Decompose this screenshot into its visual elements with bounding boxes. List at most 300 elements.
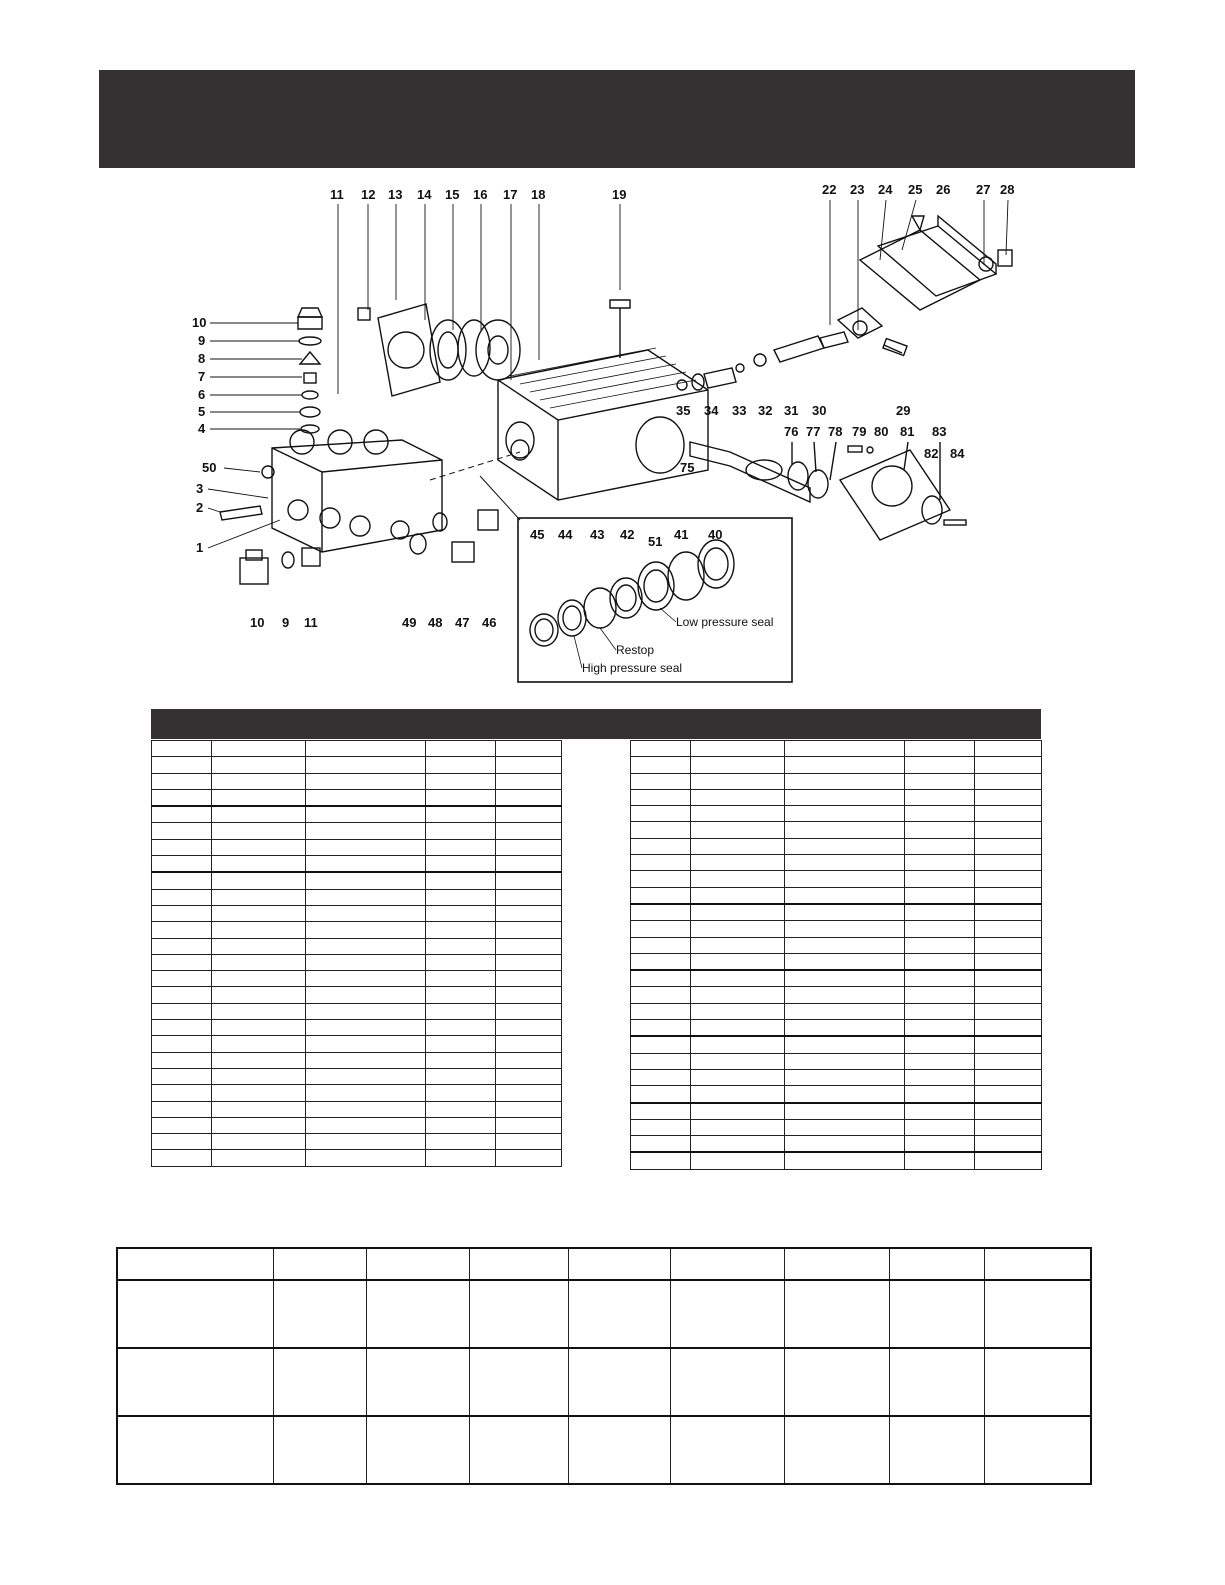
svg-text:25: 25: [908, 182, 923, 197]
parts-cell: [975, 1086, 1042, 1103]
parts-cell: [631, 1136, 691, 1153]
parts-cell: [306, 1020, 426, 1036]
spec-cell: [366, 1280, 469, 1348]
parts-cell: [496, 741, 562, 757]
parts-cell: [212, 1150, 306, 1166]
svg-text:81: 81: [900, 424, 915, 439]
parts-row: [152, 1020, 562, 1036]
parts-cell: [426, 741, 496, 757]
parts-cell: [152, 889, 212, 905]
svg-text:78: 78: [828, 424, 843, 439]
parts-row: [631, 987, 1042, 1003]
parts-cell: [631, 987, 691, 1003]
parts-cell: [975, 904, 1042, 921]
parts-cell: [152, 922, 212, 938]
parts-list-left-table: [151, 740, 562, 1167]
parts-row: [631, 1020, 1042, 1037]
spec-cell: [366, 1248, 469, 1280]
parts-cell: [975, 757, 1042, 773]
parts-cell: [212, 856, 306, 873]
svg-text:31: 31: [784, 403, 799, 418]
svg-text:50: 50: [202, 460, 217, 475]
parts-cell: [905, 970, 975, 987]
spec-cell: [984, 1280, 1091, 1348]
svg-text:13: 13: [388, 187, 403, 202]
parts-cell: [212, 823, 306, 839]
parts-cell: [426, 1068, 496, 1084]
parts-cell: [426, 954, 496, 970]
parts-cell: [152, 1052, 212, 1068]
parts-cell: [691, 1103, 785, 1120]
parts-cell: [975, 838, 1042, 854]
parts-row: [152, 889, 562, 905]
parts-cell: [631, 741, 691, 757]
parts-cell: [691, 1136, 785, 1153]
svg-text:17: 17: [503, 187, 518, 202]
parts-cell: [212, 1117, 306, 1133]
parts-cell: [785, 921, 905, 937]
parts-row: [152, 1150, 562, 1166]
parts-cell: [785, 1069, 905, 1085]
parts-cell: [496, 872, 562, 889]
parts-cell: [905, 855, 975, 871]
parts-cell: [426, 757, 496, 773]
parts-cell: [212, 954, 306, 970]
parts-row: [152, 905, 562, 921]
svg-text:32: 32: [758, 403, 773, 418]
parts-cell: [306, 938, 426, 954]
parts-cell: [152, 905, 212, 921]
parts-cell: [496, 1020, 562, 1036]
parts-row: [631, 789, 1042, 805]
svg-text:14: 14: [417, 187, 432, 202]
spec-cell: [568, 1280, 670, 1348]
parts-cell: [785, 757, 905, 773]
svg-text:Low pressure seal: Low pressure seal: [676, 615, 774, 629]
parts-list-header: [151, 709, 1041, 739]
parts-cell: [152, 872, 212, 889]
parts-cell: [905, 806, 975, 822]
parts-cell: [691, 970, 785, 987]
parts-cell: [691, 1152, 785, 1169]
parts-cell: [691, 838, 785, 854]
parts-row: [152, 1052, 562, 1068]
parts-cell: [426, 1117, 496, 1133]
parts-cell: [785, 953, 905, 970]
parts-cell: [306, 806, 426, 823]
parts-cell: [496, 839, 562, 855]
parts-cell: [152, 1036, 212, 1052]
parts-cell: [691, 1086, 785, 1103]
parts-cell: [212, 1101, 306, 1117]
parts-cell: [212, 987, 306, 1003]
parts-row: [152, 987, 562, 1003]
spec-cell: [670, 1280, 784, 1348]
spec-row: [117, 1348, 1091, 1416]
spec-cell: [273, 1416, 366, 1484]
parts-cell: [905, 773, 975, 789]
parts-cell: [975, 887, 1042, 904]
parts-cell: [691, 987, 785, 1003]
parts-cell: [212, 1003, 306, 1019]
parts-cell: [496, 1085, 562, 1101]
parts-cell: [691, 1119, 785, 1135]
parts-cell: [905, 838, 975, 854]
parts-cell: [212, 889, 306, 905]
parts-cell: [426, 889, 496, 905]
parts-cell: [975, 937, 1042, 953]
parts-cell: [691, 741, 785, 757]
parts-cell: [306, 872, 426, 889]
parts-cell: [496, 1052, 562, 1068]
parts-row: [152, 823, 562, 839]
parts-row: [152, 954, 562, 970]
parts-cell: [631, 1020, 691, 1037]
parts-cell: [785, 1103, 905, 1120]
svg-text:7: 7: [198, 369, 206, 384]
parts-cell: [152, 773, 212, 789]
svg-text:3: 3: [196, 481, 204, 496]
parts-cell: [975, 970, 1042, 987]
parts-cell: [631, 937, 691, 953]
parts-cell: [975, 789, 1042, 805]
svg-text:79: 79: [852, 424, 867, 439]
parts-row: [631, 1069, 1042, 1085]
svg-text:8: 8: [198, 351, 206, 366]
svg-text:47: 47: [455, 615, 470, 630]
parts-cell: [426, 1052, 496, 1068]
spec-header-row: [117, 1248, 1091, 1280]
svg-text:5: 5: [198, 404, 206, 419]
svg-text:44: 44: [558, 527, 573, 542]
svg-text:35: 35: [676, 403, 691, 418]
parts-cell: [212, 1036, 306, 1052]
parts-cell: [212, 773, 306, 789]
parts-cell: [785, 887, 905, 904]
parts-cell: [426, 1085, 496, 1101]
parts-cell: [691, 789, 785, 805]
parts-cell: [212, 1085, 306, 1101]
parts-cell: [975, 855, 1042, 871]
svg-text:49: 49: [402, 615, 417, 630]
parts-cell: [152, 1020, 212, 1036]
parts-cell: [975, 806, 1042, 822]
svg-text:82: 82: [924, 446, 939, 461]
svg-text:15: 15: [445, 187, 460, 202]
parts-row: [152, 773, 562, 789]
parts-row: [152, 1068, 562, 1084]
parts-cell: [905, 822, 975, 838]
parts-cell: [785, 1003, 905, 1019]
svg-text:42: 42: [620, 527, 635, 542]
spec-cell: [273, 1248, 366, 1280]
parts-cell: [212, 1020, 306, 1036]
spec-cell: [784, 1348, 889, 1416]
parts-cell: [496, 856, 562, 873]
spec-cell: [984, 1348, 1091, 1416]
parts-cell: [691, 757, 785, 773]
parts-cell: [631, 757, 691, 773]
parts-cell: [631, 887, 691, 904]
parts-row: [631, 887, 1042, 904]
parts-cell: [785, 855, 905, 871]
svg-text:51: 51: [648, 534, 663, 549]
parts-cell: [631, 1119, 691, 1135]
parts-list-right-table: [630, 740, 1042, 1170]
parts-cell: [212, 938, 306, 954]
parts-row: [631, 871, 1042, 887]
parts-cell: [631, 855, 691, 871]
parts-cell: [905, 904, 975, 921]
parts-cell: [152, 1101, 212, 1117]
parts-cell: [905, 1053, 975, 1069]
parts-cell: [785, 1152, 905, 1169]
parts-cell: [905, 953, 975, 970]
parts-cell: [496, 1117, 562, 1133]
parts-cell: [426, 1150, 496, 1166]
spec-cell: [117, 1248, 273, 1280]
parts-cell: [691, 1020, 785, 1037]
parts-cell: [306, 773, 426, 789]
svg-text:29: 29: [896, 403, 911, 418]
parts-cell: [496, 1101, 562, 1117]
parts-cell: [306, 1036, 426, 1052]
parts-cell: [631, 1086, 691, 1103]
specifications-table: [116, 1247, 1092, 1485]
parts-cell: [631, 953, 691, 970]
spec-cell: [273, 1348, 366, 1416]
svg-text:1: 1: [196, 540, 204, 555]
parts-cell: [306, 1134, 426, 1150]
parts-cell: [905, 1119, 975, 1135]
parts-cell: [785, 1119, 905, 1135]
spec-cell: [984, 1248, 1091, 1280]
parts-cell: [905, 1136, 975, 1153]
parts-cell: [496, 757, 562, 773]
spec-cell: [366, 1416, 469, 1484]
parts-cell: [426, 1036, 496, 1052]
title-banner: [99, 70, 1135, 168]
parts-cell: [785, 987, 905, 1003]
parts-row: [631, 1086, 1042, 1103]
parts-cell: [631, 789, 691, 805]
parts-cell: [152, 1117, 212, 1133]
svg-text:11: 11: [330, 187, 344, 202]
parts-cell: [496, 1003, 562, 1019]
parts-cell: [426, 806, 496, 823]
parts-cell: [785, 806, 905, 822]
parts-cell: [785, 741, 905, 757]
spec-cell: [889, 1248, 984, 1280]
parts-cell: [691, 921, 785, 937]
parts-cell: [975, 1020, 1042, 1037]
parts-row: [631, 921, 1042, 937]
parts-cell: [152, 1085, 212, 1101]
parts-cell: [496, 789, 562, 806]
parts-cell: [212, 839, 306, 855]
svg-text:77: 77: [806, 424, 821, 439]
svg-text:9: 9: [198, 333, 206, 348]
parts-row: [152, 1036, 562, 1052]
svg-text:43: 43: [590, 527, 605, 542]
parts-cell: [152, 789, 212, 806]
spec-cell: [784, 1416, 889, 1484]
svg-text:23: 23: [850, 182, 865, 197]
parts-cell: [426, 905, 496, 921]
parts-cell: [975, 1119, 1042, 1135]
svg-text:4: 4: [198, 421, 206, 436]
parts-cell: [631, 921, 691, 937]
parts-row: [631, 953, 1042, 970]
parts-row: [631, 855, 1042, 871]
parts-cell: [785, 789, 905, 805]
parts-cell: [975, 1036, 1042, 1053]
spec-cell: [984, 1416, 1091, 1484]
spec-cell: [273, 1280, 366, 1348]
spec-cell: [670, 1348, 784, 1416]
parts-cell: [785, 970, 905, 987]
spec-row: [117, 1416, 1091, 1484]
parts-row: [631, 757, 1042, 773]
parts-left-body: [152, 741, 562, 1167]
parts-cell: [212, 872, 306, 889]
parts-cell: [691, 871, 785, 887]
spec-cell: [366, 1348, 469, 1416]
parts-row: [152, 872, 562, 889]
svg-text:11: 11: [304, 615, 318, 630]
spec-cell: [568, 1248, 670, 1280]
parts-cell: [691, 887, 785, 904]
parts-cell: [691, 806, 785, 822]
svg-text:84: 84: [950, 446, 965, 461]
parts-cell: [212, 1068, 306, 1084]
parts-cell: [905, 921, 975, 937]
parts-cell: [905, 741, 975, 757]
parts-row: [631, 1036, 1042, 1053]
parts-cell: [975, 773, 1042, 789]
parts-cell: [152, 839, 212, 855]
spec-cell: [469, 1280, 568, 1348]
parts-cell: [785, 1053, 905, 1069]
parts-cell: [691, 1036, 785, 1053]
parts-cell: [426, 987, 496, 1003]
parts-row: [631, 773, 1042, 789]
parts-cell: [306, 922, 426, 938]
svg-text:16: 16: [473, 187, 488, 202]
svg-text:75: 75: [680, 460, 695, 475]
parts-cell: [905, 937, 975, 953]
exploded-parts-diagram: [180, 180, 1060, 700]
parts-cell: [905, 1003, 975, 1019]
parts-row: [631, 1053, 1042, 1069]
parts-cell: [152, 987, 212, 1003]
svg-text:10: 10: [250, 615, 265, 630]
parts-row: [152, 1117, 562, 1133]
parts-cell: [905, 789, 975, 805]
parts-row: [152, 1134, 562, 1150]
parts-cell: [631, 1053, 691, 1069]
svg-text:27: 27: [976, 182, 991, 197]
parts-row: [631, 806, 1042, 822]
parts-row: [631, 1003, 1042, 1019]
parts-cell: [152, 1150, 212, 1166]
parts-cell: [975, 1136, 1042, 1153]
parts-row: [152, 1003, 562, 1019]
parts-cell: [306, 987, 426, 1003]
parts-row: [152, 789, 562, 806]
parts-cell: [975, 822, 1042, 838]
parts-cell: [691, 1069, 785, 1085]
parts-cell: [691, 953, 785, 970]
spec-cell: [889, 1416, 984, 1484]
parts-cell: [212, 905, 306, 921]
parts-row: [631, 1136, 1042, 1153]
parts-cell: [975, 1103, 1042, 1120]
parts-cell: [306, 1068, 426, 1084]
parts-row: [631, 1103, 1042, 1120]
parts-cell: [496, 1150, 562, 1166]
parts-cell: [631, 838, 691, 854]
parts-cell: [975, 871, 1042, 887]
spec-cell: [784, 1280, 889, 1348]
parts-cell: [905, 887, 975, 904]
parts-cell: [152, 1068, 212, 1084]
spec-cell: [469, 1348, 568, 1416]
parts-row: [152, 741, 562, 757]
parts-cell: [426, 839, 496, 855]
svg-text:22: 22: [822, 182, 837, 197]
parts-row: [152, 1101, 562, 1117]
parts-cell: [905, 1103, 975, 1120]
parts-cell: [212, 922, 306, 938]
parts-cell: [496, 1134, 562, 1150]
spec-cell: [469, 1248, 568, 1280]
parts-cell: [785, 1036, 905, 1053]
svg-text:26: 26: [936, 182, 951, 197]
parts-cell: [631, 871, 691, 887]
parts-cell: [496, 905, 562, 921]
spec-cell: [568, 1348, 670, 1416]
parts-cell: [306, 789, 426, 806]
parts-cell: [306, 1117, 426, 1133]
parts-cell: [306, 954, 426, 970]
svg-text:33: 33: [732, 403, 747, 418]
parts-row: [631, 1152, 1042, 1169]
svg-text:2: 2: [196, 500, 204, 515]
svg-text:46: 46: [482, 615, 497, 630]
parts-cell: [785, 937, 905, 953]
parts-row: [152, 971, 562, 987]
parts-cell: [306, 839, 426, 855]
parts-cell: [905, 871, 975, 887]
parts-cell: [975, 741, 1042, 757]
parts-cell: [905, 1086, 975, 1103]
spec-cell: [469, 1416, 568, 1484]
parts-row: [631, 1119, 1042, 1135]
parts-cell: [496, 954, 562, 970]
svg-text:10: 10: [192, 315, 207, 330]
svg-text:Restop: Restop: [616, 643, 655, 657]
parts-cell: [306, 1052, 426, 1068]
parts-cell: [496, 823, 562, 839]
parts-cell: [785, 904, 905, 921]
spec-cell: [117, 1280, 273, 1348]
parts-cell: [212, 1052, 306, 1068]
parts-row: [631, 741, 1042, 757]
parts-cell: [496, 1068, 562, 1084]
parts-cell: [212, 1134, 306, 1150]
parts-cell: [496, 1036, 562, 1052]
